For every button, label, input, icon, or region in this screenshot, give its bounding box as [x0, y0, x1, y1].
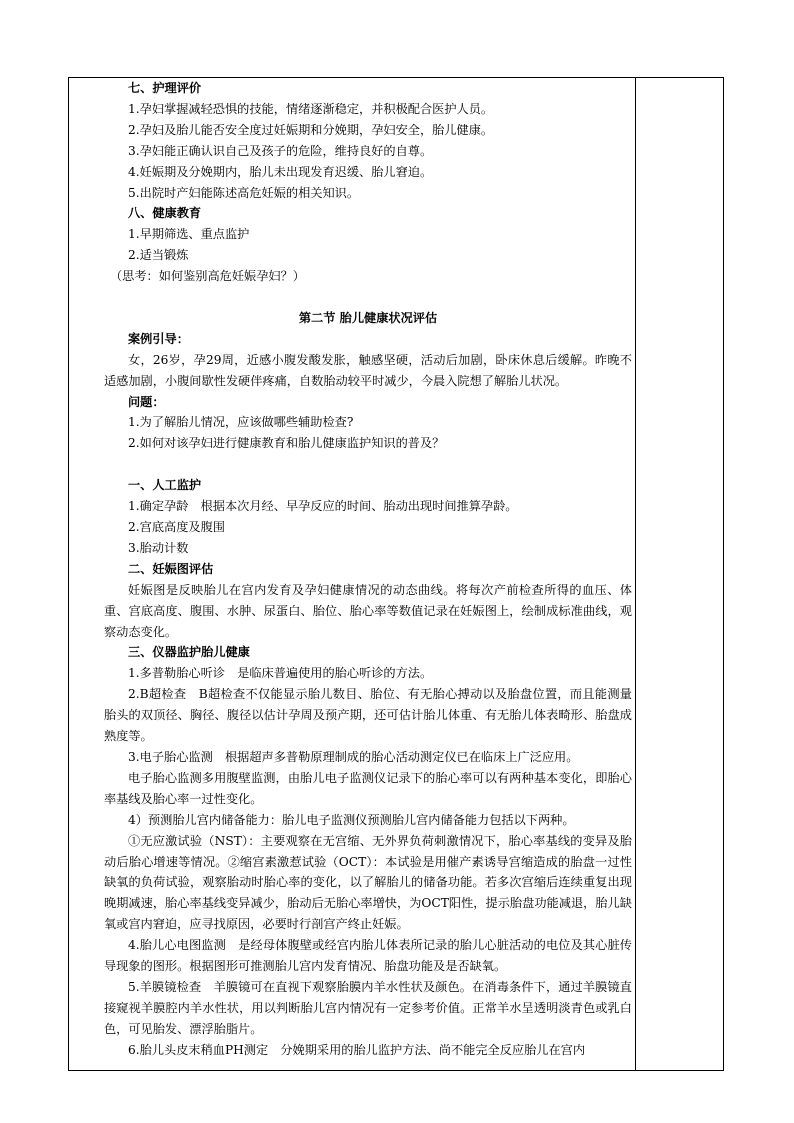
question-item: 2.如何对该孕妇进行健康教育和胎儿健康监护知识的普及？ [128, 436, 445, 451]
paragraph: ①无应激试验（NST）：主要观察在无宫缩、无外界负荷刺激情况下，胎心率基线的变异及胎动后胎心增速等情况。②缩宫素激惹试验（OCT）：本试验是用催产素诱导宫缩造成的胎盘一过性缺氧的负荷试验，观察胎动时胎心率的变化，以了解胎儿的储备功能。若多次宫缩后连续重复出现晚期减速，胎心率基线变异减少，胎动后无胎心率增快，为OCT阳性，提示胎盘功能减退，胎儿缺氧或宫内窘迫，应寻找原因，必要时行剖宫产终止妊娠。 [104, 833, 632, 932]
list-item: 2.适当锻炼 [128, 248, 189, 263]
list-item: 3.胎动计数 [128, 540, 189, 555]
think-question: （思考：如何鉴别高危妊娠孕妇？） [110, 269, 305, 284]
list-item: 1.确定孕龄 根据本次月经、早孕反应的时间、胎动出现时间推算孕龄。 [128, 499, 518, 514]
section-heading-nursing-evaluation: 七、护理评价 [128, 81, 202, 95]
question-item: 1.为了解胎儿情况，应该做哪些辅助检查? [128, 415, 354, 430]
list-item: 1.早期筛选、重点监护 [128, 227, 250, 242]
table-column-divider [635, 77, 636, 1071]
paragraph: 妊娠图是反映胎儿在宫内发育及孕妇健康情况的动态曲线。将每次产前检查所得的血压、体重、宫底高度、腹围、水肿、尿蛋白、胎位、胎心率等数值记录在妊娠图上，绘制成标准曲线，观察动态变化。 [104, 582, 632, 639]
paragraph: 4.胎儿心电图监测 是经母体腹壁或经宫内胎儿体表所记录的胎儿心脏活动的电位及其心脏传导现象的图形。根据图形可推测胎儿宫内发育情况、胎盘功能及是否缺氧。 [104, 938, 632, 974]
list-item: 2.宫底高度及腹围 [128, 520, 225, 534]
list-item: 4.妊娠期及分娩期内，胎儿未出现发育迟缓、胎儿窘迫。 [128, 164, 433, 179]
paragraph: 1.多普勒胎心听诊 是临床普遍使用的胎心听诊的方法。 [128, 666, 433, 681]
part-heading-manual-monitoring: 一、人工监护 [128, 478, 202, 493]
case-text: 女，26岁，孕29周，近感小腹发酸发胀，触感坚硬，活动后加剧，卧床休息后缓解。昨晚不适感加剧，小腹间歇性发硬伴疼痛，自数胎动较平时减少，今晨入院想了解胎儿状况。 [104, 352, 632, 388]
paragraph: 5.羊膜镜检查 羊膜镜可在直视下观察胎膜内羊水性状及颜色。在消毒条件下，通过羊膜镜直接窥视羊膜腔内羊水性状，用以判断胎儿宫内情况有一定参考价值。正常羊水呈透明淡青色或乳白色，可见胎发、漂浮胎脂片。 [104, 979, 632, 1036]
section-title: 第二节 胎儿健康状况评估 [298, 310, 438, 325]
paragraph: 电子胎心监测多用腹壁监测，由胎儿电子监测仪记录下的胎心率可以有两种基本变化，即胎心率基线及胎心率一过性变化。 [104, 770, 632, 806]
part-heading-instrument-monitoring: 三、仪器监护胎儿健康 [128, 645, 250, 660]
paragraph: 2.B超检查 B超检查不仅能显示胎儿数目、胎位、有无胎心搏动以及胎盘位置，而且能测量胎头的双顶径、胸径、腹径以估计孕周及预产期，还可估计胎儿体重、有无胎儿体表畸形、胎盘成熟度等。 [104, 687, 632, 744]
spacer [104, 454, 632, 475]
list-item: 1.孕妇掌握减轻恐惧的技能，情绪逐渐稳定，并积极配合医护人员。 [128, 101, 494, 116]
section-heading-health-education: 八、健康教育 [128, 206, 202, 221]
main-content-cell [104, 78, 632, 1070]
paragraph: 6.胎儿头皮末稍血PH测定 分娩期采用的胎儿监护方法、尚不能完全反应胎儿在宫内 [128, 1042, 586, 1057]
spacer [104, 287, 632, 308]
paragraph: 3.电子胎心监测 根据超声多普勒原理制成的胎心活动测定仪已在临床上广泛应用。 [128, 749, 579, 764]
list-item: 3.孕妇能正确认识自己及孩子的危险，维持良好的自尊。 [128, 143, 433, 158]
list-item: 5.出院时产妇能陈述高危妊娠的相关知识。 [128, 185, 360, 200]
case-heading: 案例引导： [128, 331, 189, 346]
question-heading: 问题： [128, 394, 165, 409]
part-heading-pregnancy-chart: 二、妊娠图评估 [128, 561, 214, 576]
paragraph: 4）预测胎儿宫内储备能力：胎儿电子监测仪预测胎儿宫内储备能力包括以下两种。 [128, 812, 575, 827]
list-item: 2.孕妇及胎儿能否安全度过妊娠期和分娩期，孕妇安全，胎儿健康。 [128, 122, 494, 137]
